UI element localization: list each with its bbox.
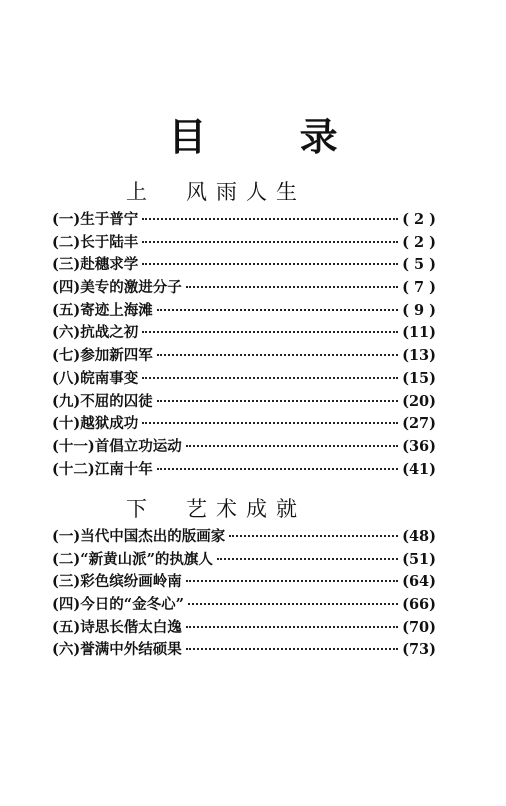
- dot-leader: [142, 241, 398, 243]
- toc-entry-title: 皖南事变: [80, 369, 139, 387]
- toc-entry-number: (一): [52, 211, 81, 228]
- dot-leader: [186, 445, 398, 447]
- toc-entry-title: 赴穗求学: [80, 256, 139, 274]
- toc-entry-title: 首倡立功运动: [94, 437, 182, 455]
- toc-entry: [52, 570, 436, 593]
- dot-leader: [188, 603, 398, 605]
- toc-entry-number: (五): [52, 618, 81, 636]
- toc-entry-title: 参加新四军: [80, 347, 153, 365]
- toc-entry-page: ( 5 ): [402, 256, 436, 274]
- toc-entry-page: (20): [402, 392, 436, 410]
- toc-entry-title: 越狱成功: [80, 415, 139, 433]
- part-heading-1: [126, 176, 306, 206]
- toc-entry-page: (70): [402, 618, 436, 636]
- toc-entry-title: 彩色缤纷画岭南: [80, 573, 182, 591]
- toc-entry-number: (六): [52, 641, 81, 659]
- page-title: 目 录: [168, 115, 378, 159]
- dot-leader: [157, 309, 398, 311]
- toc-entry: [52, 344, 436, 367]
- toc-entry-page: (41): [402, 460, 436, 478]
- toc-entry-number: (一): [52, 528, 81, 545]
- toc-entry-number: (三): [52, 256, 81, 274]
- dot-leader: [186, 286, 398, 288]
- toc-entry-page: (27): [402, 415, 436, 433]
- dot-leader: [186, 580, 398, 582]
- toc-entry: [52, 616, 436, 639]
- dot-leader: [142, 218, 398, 220]
- toc-entry-title: 江南十年: [94, 460, 153, 478]
- toc-entry-title: 不屈的囚徒: [80, 392, 153, 410]
- toc-entry-page: (51): [402, 550, 436, 568]
- dot-leader: [157, 468, 398, 470]
- toc-entry: [52, 435, 436, 458]
- toc-entry-title: 抗战之初: [80, 324, 139, 342]
- toc-entry: [52, 321, 436, 344]
- toc-entry: [52, 208, 436, 231]
- toc-entry: [52, 458, 436, 481]
- toc-entry: [52, 390, 436, 413]
- dot-leader: [229, 535, 398, 537]
- toc-entry-number: (九): [52, 392, 81, 410]
- toc-entry: [52, 548, 436, 571]
- toc-entry-page: (64): [402, 573, 436, 591]
- toc-entry-number: (四): [52, 596, 81, 614]
- dot-leader: [142, 377, 398, 379]
- toc-entry-page: (66): [402, 596, 436, 614]
- toc-entry-title: “新黄山派”的执旗人: [80, 550, 213, 568]
- toc-entry-number: (十): [52, 415, 81, 433]
- part-number: 上: [126, 180, 149, 204]
- toc-entry-page: ( 2 ): [402, 211, 436, 228]
- toc-list-part-2: [52, 525, 436, 661]
- toc-entry-number: (十一): [52, 437, 95, 455]
- toc-entry-number: (七): [52, 347, 81, 365]
- toc-entry-title: 诗思长偕太白逸: [80, 618, 182, 636]
- toc-entry-page: (15): [402, 369, 436, 387]
- toc-entry-page: ( 9 ): [402, 301, 436, 319]
- toc-entry-number: (十二): [52, 460, 95, 478]
- toc-entry-title: 誉满中外结硕果: [80, 641, 182, 659]
- part-heading-2: [126, 493, 306, 523]
- toc-list-part-1: [52, 208, 436, 480]
- toc-entry-page: (11): [402, 324, 436, 342]
- toc-entry: [52, 276, 436, 299]
- toc-entry-number: (八): [52, 369, 81, 387]
- dot-leader: [186, 626, 398, 628]
- toc-entry-title: 当代中国杰出的版画家: [80, 528, 226, 545]
- dot-leader: [186, 648, 398, 650]
- toc-entry-number: (二): [52, 550, 81, 568]
- toc-entry: [52, 525, 436, 548]
- toc-entry-page: ( 7 ): [402, 279, 436, 297]
- toc-entry: [52, 253, 436, 276]
- dot-leader: [157, 400, 398, 402]
- toc-entry-number: (五): [52, 301, 81, 319]
- toc-entry: [52, 638, 436, 661]
- dot-leader: [142, 263, 398, 265]
- toc-entry: [52, 412, 436, 435]
- toc-entry-page: (13): [402, 347, 436, 365]
- toc-entry-number: (二): [52, 233, 81, 251]
- toc-entry-page: (73): [402, 641, 436, 659]
- part-name: 风雨人生: [186, 180, 306, 204]
- toc-entry-page: ( 2 ): [402, 233, 436, 251]
- toc-entry-number: (六): [52, 324, 81, 342]
- toc-entry-title: 美专的激进分子: [80, 279, 182, 297]
- toc-entry-number: (四): [52, 279, 81, 297]
- toc-entry-title: 寄迹上海滩: [80, 301, 153, 319]
- dot-leader: [142, 331, 398, 333]
- dot-leader: [157, 354, 398, 356]
- toc-entry: [52, 367, 436, 390]
- part-name: 艺术成就: [186, 497, 306, 521]
- dot-leader: [142, 422, 398, 424]
- toc-entry-number: (三): [52, 573, 81, 591]
- toc-entry-page: (48): [402, 528, 436, 545]
- dot-leader: [217, 558, 398, 560]
- toc-entry-title: 今日的“金冬心”: [80, 596, 184, 614]
- toc-entry-page: (36): [402, 437, 436, 455]
- part-number: 下: [126, 497, 149, 521]
- toc-entry: [52, 231, 436, 254]
- toc-entry-title: 生于普宁: [80, 211, 139, 228]
- toc-entry-title: 长于陆丰: [80, 233, 139, 251]
- toc-entry: [52, 299, 436, 322]
- toc-entry: [52, 593, 436, 616]
